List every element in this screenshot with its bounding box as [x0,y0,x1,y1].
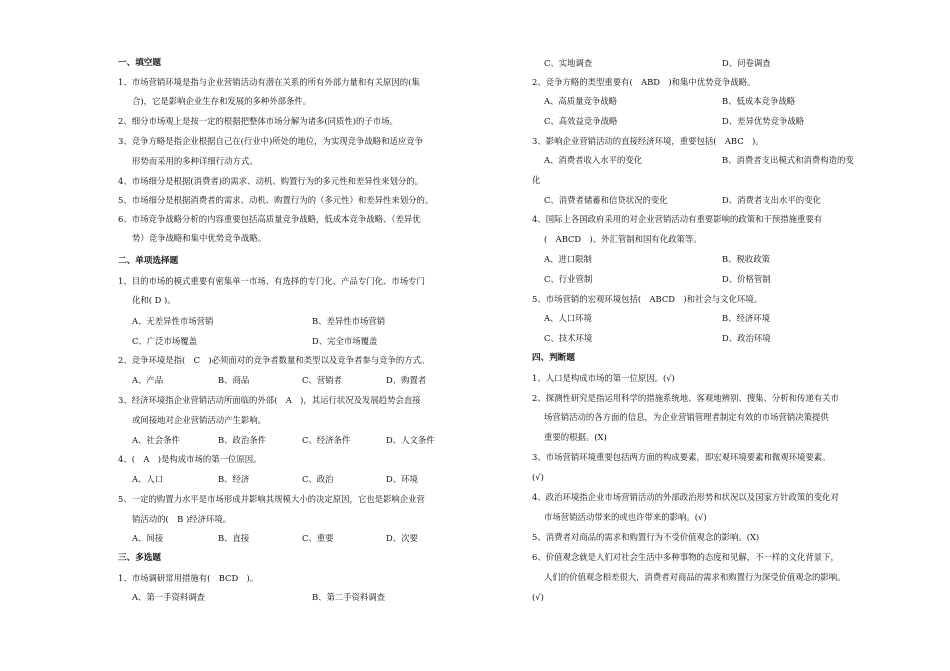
option: D、人文条件 [386,435,435,445]
judge-question-6-cont: 人们的价值观念相差很大，消费者对商品的需求和购置行为深受价值观念的影响。 [544,572,846,582]
option: A、社会条件 [132,435,180,445]
option: B、商品 [218,375,250,385]
option: D、完全市场覆盖 [312,336,378,346]
section-single-choice: 二、单项选择题 [118,256,179,266]
multi-question-5: 5、市场营销的宏观环境包括( ABCD )和社会与文化环境。 [532,294,762,304]
judge-question-4-cont: 市场营销活动带来的或也许带来的影响。(√) [544,512,707,522]
option: A、人口 [132,474,164,484]
single-question-1: 1、目的市场的模式重要有密集单一市场、有选择的专门化、产品专门化、市场专门 [118,276,425,286]
single-question-3-cont: 或间接地对企业营销活动产生影响。 [132,415,266,425]
option: D、差异优势竞争战略 [722,116,805,126]
fill-question-5: 5、市场细分是根据消费者的需求、动机、购置行为的（多元性）和差异性来划分的。 [118,195,434,205]
fill-question-1-cont: 合)，它是影响企业生存和发展的多种外部条件。 [132,96,312,106]
option: C、技术环境 [544,333,593,343]
option: A、产品 [132,375,164,385]
option: C、行业管制 [544,274,593,284]
option: A、第一手资料调查 [132,592,206,602]
option-cont: 化 [532,175,541,185]
judge-question-5: 5、消费者对商品的需求和购置行为不受价值观念的影响。(X) [532,532,760,542]
multi-question-2: 2、竞争方略的类型重要有( ABD )和集中优势竞争战略。 [532,77,756,87]
judge-question-6-cont: (√) [532,592,544,602]
option: B、消费者支出模式和消费构造的变 [722,155,854,165]
judge-question-2: 2、探测性研究是指运用科学的措施系统地、客观地辨别、搜集、分析和传递有关市 [532,393,839,403]
section-fill-in: 一、填空题 [118,58,161,68]
option: C、高效益竞争战略 [544,116,618,126]
option: C、重要 [302,533,334,543]
option: B、税收政策 [722,254,771,264]
option: A、消费者收入水平的变化 [544,155,643,165]
option: A、高质量竞争战略 [544,96,618,106]
judge-question-3-cont: (√) [532,472,544,482]
fill-question-2: 2、细分市场观上是按一定的根据把整体市场分解为诸多(同质性)的子市场。 [118,116,398,126]
single-question-5-cont: 销活动的( B )经济环境。 [132,514,232,524]
option: B、政治条件 [218,435,267,445]
fill-question-6: 6、市场竞争战略分析的内容重要包括高质量竞争战略，低成本竞争战略、（差异优 [118,214,421,224]
single-question-3: 3、经济环境指企业营销活动所面临的外部( A )，其运行状况及发展趋势会直接 [118,395,421,405]
multi-question-3: 3、影响企业营销活动的直接经济环境，重要包括( ABC )。 [532,136,764,146]
judge-question-2-cont: 场营销活动的各方面的信息，为企业营销管理者制定有效的市场营销决策提供 [544,412,829,422]
option: D、消费者支出水平的变化 [722,195,821,205]
option: D、价格管制 [722,274,771,284]
judge-question-3: 3、市场营销环境重要包括两方面的构成要素，即宏观环境要素和微观环境要素。 [532,452,831,462]
single-question-2: 2、竞争环境是指( C )必须面对的竞争者数量和类型以及竞争者参与竞争的方式。 [118,355,430,365]
fill-question-3-cont: 形势而采用的多种详细行动方式。 [132,156,258,166]
fill-question-4: 4、市场细分是根据(消费者)的需求、动机、购置行为的多元性和差异性来划分的。 [118,176,423,186]
option: D、政治环境 [722,333,771,343]
option: B、经济 [218,474,250,484]
option: B、第二手资料调查 [312,592,386,602]
option: D、购置者 [386,375,427,385]
section-true-false: 四、判断题 [532,353,575,363]
option: C、营销者 [302,375,342,385]
option: A、间接 [132,533,164,543]
judge-question-4: 4、政治环境指企业市场营销活动的外部政治形势和状况以及国家方针政策的变化对 [532,492,839,502]
option: A、无差异性市场营销 [132,316,214,326]
option: B、差异性市场营销 [312,316,386,326]
option: C、消费者储蓄和信贷状况的变化 [544,195,668,205]
option: C、政治 [302,474,334,484]
judge-question-2-cont: 重要的根据。(X) [544,432,607,442]
fill-question-1: 1、市场营销环境是指与企业营销活动有潜在关系的所有外部力量和有关原因的(集 [118,77,420,87]
single-question-1-cont: 化和( D )。 [132,295,176,305]
judge-question-1: 1、人口是构成市场的第一位原因。(√) [532,373,675,383]
multi-question-4: 4、国际上各国政府采用的对企业营销活动有重要影响的政策和干预措施重要有 [532,214,823,224]
single-question-5: 5、一定的购置力水平是市场形成并影响其规模大小的决定原因，它也是影响企业营 [118,494,425,504]
option: D、问卷调查 [722,58,771,68]
option: C、经济条件 [302,435,351,445]
option: A、进口限制 [544,254,592,264]
fill-question-3: 3、竞争方略是指企业根据自己在(行业中)所处的地位，为实现竞争战略和适应竞争 [118,136,423,146]
single-question-4: 4、( A )是构成市场的第一位原因。 [118,454,262,464]
option: D、次要 [386,533,418,543]
option: B、经济环境 [722,313,771,323]
option: C、广泛市场覆盖 [132,336,198,346]
option: B、直接 [218,533,250,543]
section-multiple-choice: 三、多选题 [118,553,161,563]
option: C、实地调查 [544,58,593,68]
multi-question-4-cont: ( ABCD )、外汇管制和国有化政策等。 [544,234,702,244]
multi-question-1: 1、市场调研常用措施有( BCD )。 [118,573,259,583]
option: D、环境 [386,474,418,484]
option: B、低成本竞争战略 [722,96,796,106]
option: A、人口环境 [544,313,592,323]
judge-question-6: 6、价值观念就是人们对社会生活中多种事物的态度和见解，不一样的文化背景下， [532,552,839,562]
fill-question-6-cont: 势）竞争战略和集中优势竞争战略。 [132,233,266,243]
